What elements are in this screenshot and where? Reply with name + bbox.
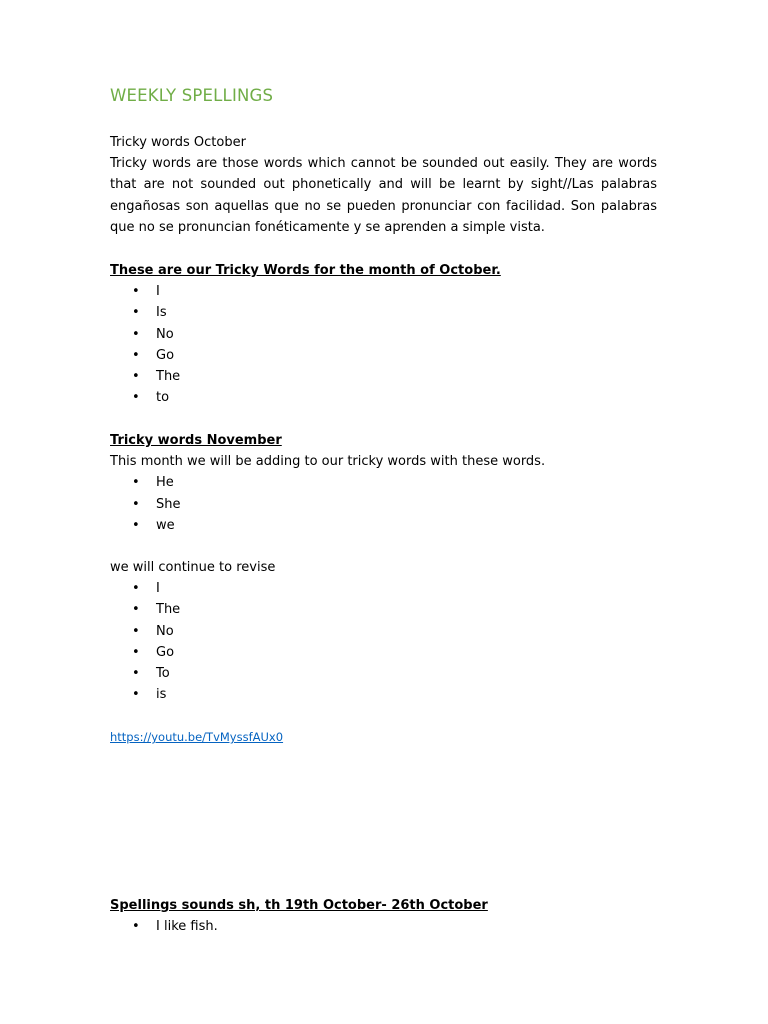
list-item-text: The: [156, 602, 181, 618]
october-word-item: [110, 366, 657, 387]
list-item-text: Go: [156, 347, 175, 363]
october-words-heading: These are our Tricky Words for the month of October.: [110, 263, 501, 278]
list-item-text: Is: [156, 305, 167, 321]
spellings-section: [110, 895, 657, 937]
bullet-icon: •: [132, 305, 140, 321]
spellings-heading: Spellings sounds sh, th 19th October- 26th October: [110, 898, 488, 913]
bullet-icon: •: [132, 390, 140, 406]
november-word-item: [110, 494, 657, 515]
bullet-icon: •: [132, 347, 140, 363]
october-intro-section: [110, 132, 657, 238]
list-item-text: I: [156, 581, 160, 597]
bullet-icon: •: [132, 919, 140, 935]
page-title: WEEKLY SPELLINGS: [110, 86, 274, 105]
revise-section: [110, 557, 657, 705]
bullet-icon: •: [132, 623, 140, 639]
list-item-text: The: [156, 368, 181, 384]
november-heading: Tricky words November: [110, 433, 282, 448]
bullet-icon: •: [132, 581, 140, 597]
november-section: [110, 430, 657, 536]
revise-word-item: [110, 642, 657, 663]
october-word-item: [110, 324, 657, 345]
october-word-item: [110, 281, 657, 302]
revise-intro: we will continue to revise: [110, 560, 276, 575]
list-item-text: we: [156, 517, 175, 533]
list-item-text: To: [156, 665, 170, 681]
bullet-icon: •: [132, 644, 140, 660]
revise-word-list: [110, 578, 657, 705]
tricky-words-description: Tricky words are those words which cannot be sounded out easily. They are words that are not sounded out phonetically and will be learnt by sight//Las palabras engañosas son aquellas que no se pueden pronunciar con facilidad. Son palabras que no se pronuncian fonéticamente y se aprenden a simple vista.: [110, 156, 657, 235]
october-subtitle: Tricky words October: [110, 135, 246, 150]
bullet-icon: •: [132, 496, 140, 512]
spellings-list: [110, 916, 657, 937]
november-word-list: [110, 472, 657, 536]
revise-word-item: [110, 599, 657, 620]
october-word-item: [110, 302, 657, 323]
list-item-text: He: [156, 475, 174, 491]
october-word-item: [110, 387, 657, 408]
november-word-item: [110, 515, 657, 536]
october-words-section: [110, 260, 657, 408]
bullet-icon: •: [132, 665, 140, 681]
list-item-text: is: [156, 687, 167, 703]
bullet-icon: •: [132, 326, 140, 342]
october-word-item: [110, 345, 657, 366]
video-link[interactable]: https://youtu.be/TvMyssfAUx0: [110, 730, 284, 744]
list-item-text: She: [156, 496, 181, 512]
list-item-text: I: [156, 284, 160, 300]
bullet-icon: •: [132, 284, 140, 300]
video-link-section: [110, 727, 657, 748]
revise-word-item: [110, 663, 657, 684]
november-word-item: [110, 472, 657, 493]
november-intro: This month we will be adding to our tricky words with these words.: [110, 454, 546, 470]
revise-word-item: [110, 684, 657, 705]
october-word-list: [110, 281, 657, 408]
list-item-text: No: [156, 326, 174, 342]
list-item-text: I like fish.: [156, 919, 218, 935]
bullet-icon: •: [132, 368, 140, 384]
revise-word-item: [110, 621, 657, 642]
spelling-item: [110, 916, 657, 937]
list-item-text: No: [156, 623, 174, 639]
bullet-icon: •: [132, 475, 140, 491]
bullet-icon: •: [132, 517, 140, 533]
revise-word-item: [110, 578, 657, 599]
list-item-text: to: [156, 390, 170, 406]
bullet-icon: •: [132, 602, 140, 618]
bullet-icon: •: [132, 687, 140, 703]
list-item-text: Go: [156, 644, 175, 660]
